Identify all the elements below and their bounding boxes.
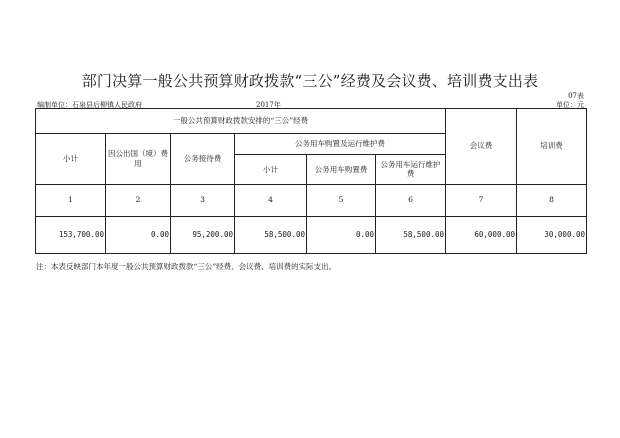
index-cell: 4 xyxy=(235,184,307,216)
report-year: 2017年 xyxy=(256,101,281,109)
value-cell: 60,000.00 xyxy=(446,216,517,253)
report-title: 部门决算一般公共预算财政拨款“三公”经费及会议费、培训费支出表 xyxy=(81,72,539,90)
value-cell: 0.00 xyxy=(106,216,171,253)
header-row-1 xyxy=(36,109,587,134)
three-public-header: 一般公共预算财政拨款安排的“三公”经费 xyxy=(36,109,446,134)
index-cell: 5 xyxy=(307,184,376,216)
compiling-unit: 编制单位：石泉县后柳镇人民政府 xyxy=(37,101,142,109)
footnote: 注：本表反映部门本年度一般公共预算财政拨款“三公”经费、会议费、培训费的实际支出。 xyxy=(36,262,337,271)
value-cell: 95,200.00 xyxy=(171,216,235,253)
training-fee-header: 培训费 xyxy=(517,109,587,185)
meeting-fee-header: 会议费 xyxy=(446,109,517,185)
index-cell: 8 xyxy=(517,184,587,216)
value-cell: 0.00 xyxy=(307,216,376,253)
value-row xyxy=(36,216,587,253)
value-cell: 58,500.00 xyxy=(235,216,307,253)
reception-fee-header: 公务接待费 xyxy=(171,134,235,184)
index-cell: 7 xyxy=(446,184,517,216)
vehicle-operation-header: 公务用车运行维护费 xyxy=(376,155,446,184)
abroad-fee-header: 因公出国（境）费用 xyxy=(106,134,171,184)
subtotal-header: 小计 xyxy=(36,134,106,184)
table-code: 07表 xyxy=(568,92,584,100)
money-unit: 单位：元 xyxy=(556,101,584,109)
expenditure-table xyxy=(35,108,587,254)
vehicle-group-header: 公务用车购置及运行维护费 xyxy=(235,134,446,155)
value-cell: 153,700.00 xyxy=(36,216,106,253)
index-cell: 2 xyxy=(106,184,171,216)
value-cell: 30,000.00 xyxy=(517,216,587,253)
value-cell: 58,500.00 xyxy=(376,216,446,253)
vehicle-subtotal-header: 小计 xyxy=(235,155,307,184)
vehicle-purchase-header: 公务用车购置费 xyxy=(307,155,376,184)
index-row xyxy=(36,184,587,216)
index-cell: 1 xyxy=(36,184,106,216)
index-cell: 3 xyxy=(171,184,235,216)
index-cell: 6 xyxy=(376,184,446,216)
